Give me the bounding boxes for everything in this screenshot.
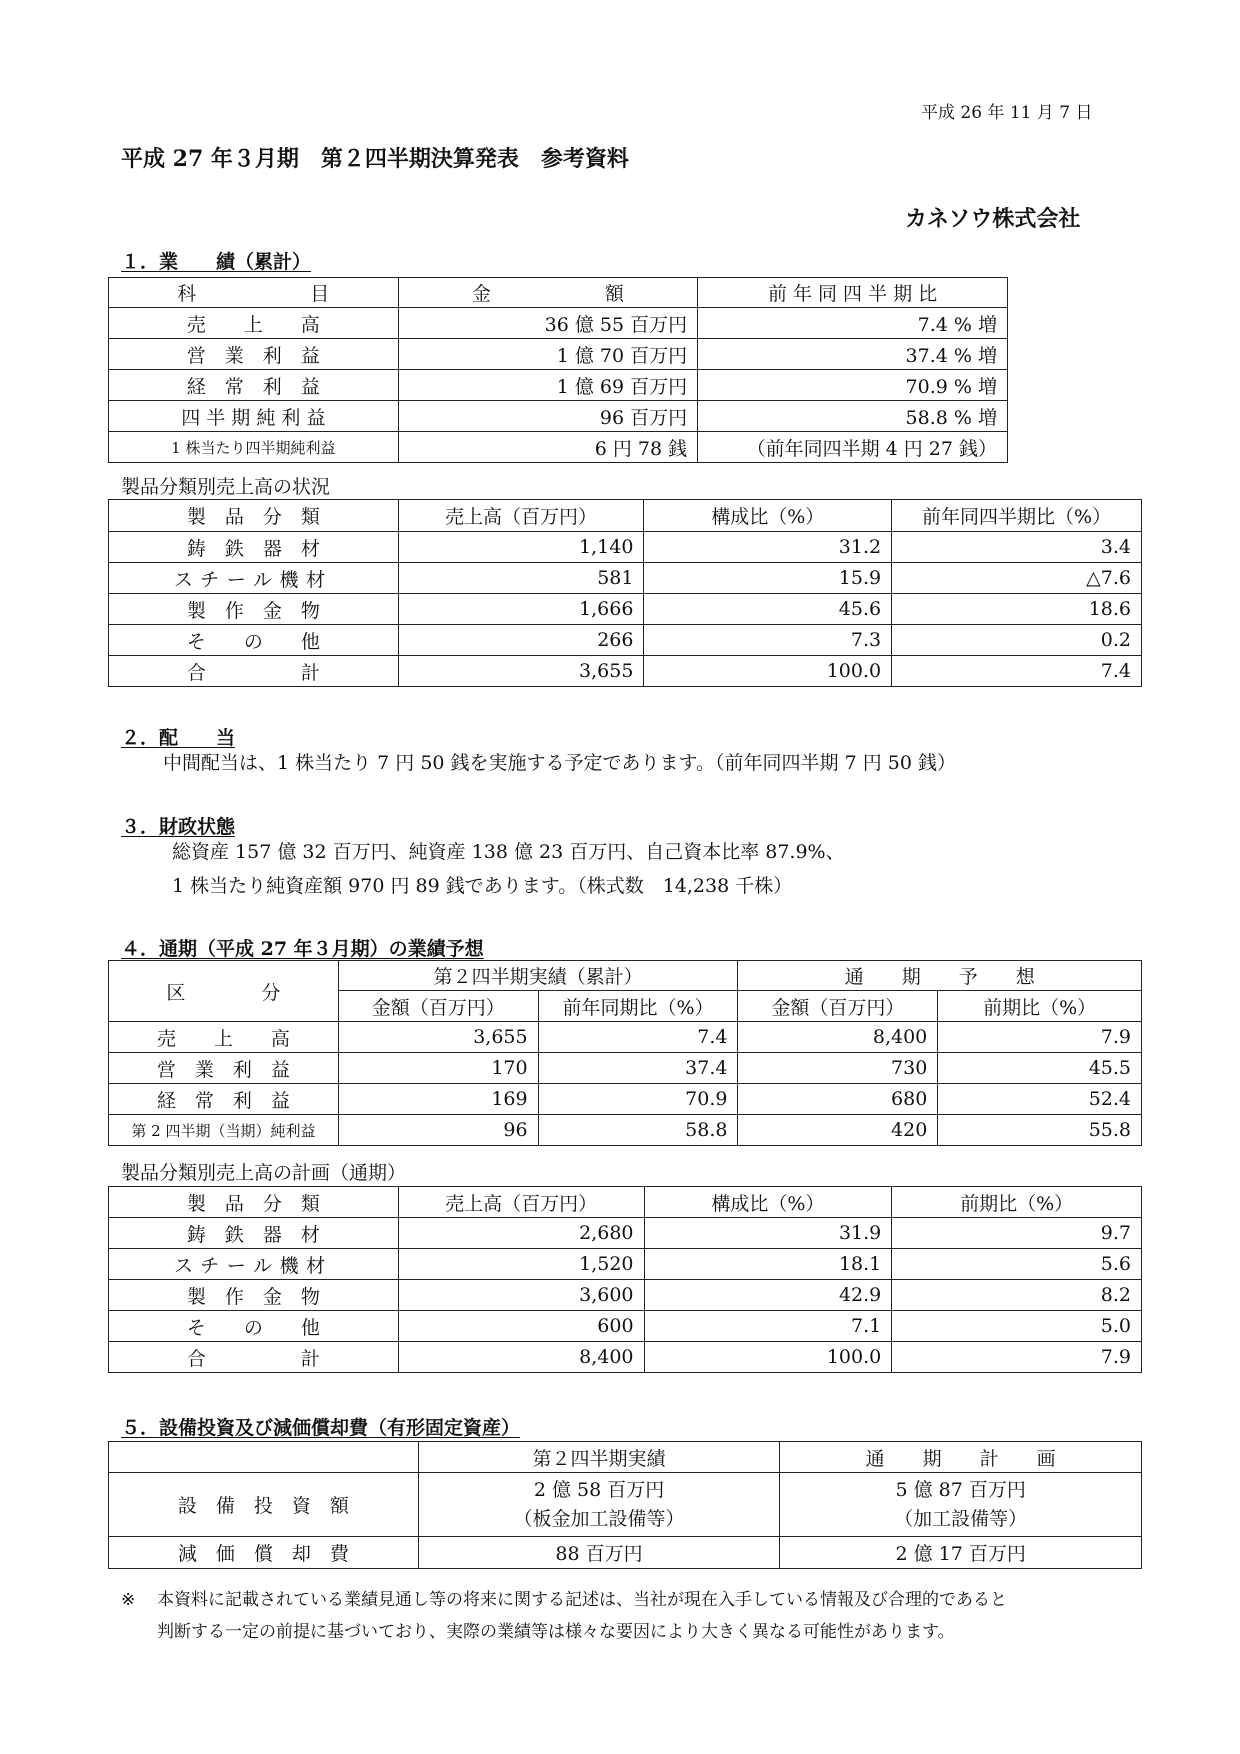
table-row — [109, 339, 1008, 370]
note-mark: ※ — [121, 1590, 136, 1610]
row-label: 減 価 償 却 費 — [109, 1537, 419, 1569]
value-cell: 52.4 — [938, 1084, 1142, 1115]
table-header-row — [109, 1442, 1142, 1473]
table-row-total — [109, 1342, 1142, 1373]
value-cell: 680 — [738, 1084, 938, 1115]
value-cell: 3,655 — [338, 1022, 538, 1053]
row-label: 鋳 鉄 器 材 — [109, 1218, 399, 1249]
financial-condition-line-1: 総資産 157 億 32 百万円、純資産 138 億 23 百万円、自己資本比率 87.9%、 — [172, 841, 845, 863]
section-5-heading: ５．設備投資及び減価償却費（有形固定資産） — [121, 1417, 521, 1439]
value-cell: 45.5 — [938, 1053, 1142, 1084]
table-row — [109, 1084, 1142, 1115]
col-header-category: 製 品 分 類 — [109, 1187, 399, 1218]
company-name: カネソウ株式会社 — [905, 206, 1081, 232]
share-cell: 31.2 — [644, 532, 892, 563]
col-header-amount: 金 額 — [398, 278, 698, 308]
row-label: 四 半 期 純 利 益 — [109, 401, 399, 432]
table-row — [109, 1022, 1142, 1053]
table-header-row — [109, 961, 1142, 991]
row-label: 設 備 投 資 額 — [109, 1473, 419, 1537]
dividend-text: 中間配当は、1 株当たり 7 円 50 銭を実施する予定であります。（前年同四半期 7 円 50 銭） — [163, 752, 956, 774]
share-cell: 7.3 — [644, 625, 892, 656]
ratio-cell: 9.7 — [892, 1218, 1142, 1249]
table-row — [109, 370, 1008, 401]
sales-cell: 1,666 — [398, 594, 644, 625]
ratio-cell: 5.6 — [892, 1249, 1142, 1280]
sales-cell: 2,680 — [398, 1218, 644, 1249]
amount-cell: 6 円 78 銭 — [398, 432, 698, 463]
row-label: そ の 他 — [109, 1311, 399, 1342]
col-group-forecast: 通 期 予 想 — [738, 961, 1142, 991]
amount-text: 2 億 58 百万円 — [533, 1478, 665, 1501]
col-group-actual: 第２四半期実績（累計） — [338, 961, 738, 991]
table-row — [109, 1311, 1142, 1342]
product-sales-subheading: 製品分類別売上高の状況 — [121, 476, 331, 498]
row-label: 経 常 利 益 — [109, 1084, 339, 1115]
sales-cell: 266 — [398, 625, 644, 656]
financial-condition-line-2: 1 株当たり純資産額 970 円 89 銭であります。（株式数 14,238 千株） — [172, 875, 793, 897]
value-cell: 7.9 — [938, 1022, 1142, 1053]
note-line-2: 判断する一定の前提に基づいており、実際の業績等は様々な要因により大きく異なる可能性があります。 — [157, 1622, 955, 1642]
row-label: スチール機材 — [109, 563, 399, 594]
table-row — [109, 625, 1142, 656]
row-label: 経 常 利 益 — [109, 370, 399, 401]
table-row — [109, 563, 1142, 594]
table-row — [109, 1473, 1142, 1537]
table-row-total — [109, 656, 1142, 687]
col-header-sales: 売上高（百万円） — [398, 500, 644, 532]
ratio-cell: 37.4 % 増 — [698, 339, 1008, 370]
col-header-amount: 金額（百万円） — [738, 991, 938, 1022]
note-text: （加工設備等） — [894, 1507, 1028, 1530]
table-row — [109, 1115, 1142, 1146]
ratio-cell: 58.8 % 増 — [698, 401, 1008, 432]
row-label: 1 株当たり四半期純利益 — [109, 432, 399, 463]
table-row — [109, 532, 1142, 563]
col-header-yoy: 前年同期比（%） — [538, 991, 738, 1022]
row-label: スチール機材 — [109, 1249, 399, 1280]
value-cell: 55.8 — [938, 1115, 1142, 1146]
share-cell: 31.9 — [644, 1218, 892, 1249]
table-header-row — [109, 1187, 1142, 1218]
row-label: 鋳 鉄 器 材 — [109, 532, 399, 563]
amount-cell: 36 億 55 百万円 — [398, 308, 698, 339]
q2-actual-cell: 88 百万円 — [418, 1537, 780, 1569]
col-header-yoy: 前年同四半期比（%） — [892, 500, 1142, 532]
row-label: 製 作 金 物 — [109, 594, 399, 625]
section-1-heading: １．業 績（累計） — [121, 251, 312, 273]
section-2-heading: ２．配 当 — [121, 727, 236, 749]
share-cell: 18.1 — [644, 1249, 892, 1280]
product-sales-table — [108, 499, 1142, 687]
product-plan-table — [108, 1186, 1142, 1373]
sales-cell: 1,140 — [398, 532, 644, 563]
sales-cell: 581 — [398, 563, 644, 594]
row-label: 合 計 — [109, 656, 399, 687]
product-plan-subheading: 製品分類別売上高の計画（通期） — [121, 1162, 407, 1184]
ratio-cell: 18.6 — [892, 594, 1142, 625]
col-header-prev: 前期比（%） — [938, 991, 1142, 1022]
amount-text: 5 億 87 百万円 — [895, 1478, 1026, 1501]
value-cell: 96 — [338, 1115, 538, 1146]
table-row — [109, 432, 1008, 463]
results-table — [108, 277, 1008, 463]
col-header-item: 科 目 — [109, 278, 399, 308]
amount-cell: 96 百万円 — [398, 401, 698, 432]
col-header-amount: 金額（百万円） — [338, 991, 538, 1022]
value-cell: 170 — [338, 1053, 538, 1084]
amount-cell: 1 億 69 百万円 — [398, 370, 698, 401]
value-cell: 58.8 — [538, 1115, 738, 1146]
row-label: 製 作 金 物 — [109, 1280, 399, 1311]
col-header-category: 製 品 分 類 — [109, 500, 399, 532]
full-year-plan-cell: 2 億 17 百万円 — [780, 1537, 1142, 1569]
table-row — [109, 1218, 1142, 1249]
sales-cell: 3,655 — [398, 656, 644, 687]
col-header-prev: 前期比（%） — [892, 1187, 1142, 1218]
section-4-heading: ４．通期（平成 27 年３月期）の業績予想 — [121, 938, 484, 960]
table-row — [109, 1537, 1142, 1569]
full-year-plan-cell — [780, 1473, 1142, 1537]
section-3-heading: ３．財政状態 — [121, 816, 236, 838]
document-title: 平成 27 年３月期 第２四半期決算発表 参考資料 — [121, 146, 629, 172]
note-line-1: 本資料に記載されている業績見通し等の将来に関する記述は、当社が現在入手している情報及び合理的であると — [157, 1590, 1007, 1610]
q2-actual-cell — [418, 1473, 780, 1537]
sales-cell: 3,600 — [398, 1280, 644, 1311]
ratio-cell: △7.6 — [892, 563, 1142, 594]
sales-cell: 8,400 — [398, 1342, 644, 1373]
row-label: 合 計 — [109, 1342, 399, 1373]
table-header-row — [109, 500, 1142, 532]
share-cell: 100.0 — [644, 656, 892, 687]
row-label: 営 業 利 益 — [109, 339, 399, 370]
ratio-cell: 70.9 % 増 — [698, 370, 1008, 401]
blank-header-cell — [109, 1442, 419, 1473]
table-row — [109, 1280, 1142, 1311]
table-row — [109, 401, 1008, 432]
capex-table — [108, 1441, 1142, 1569]
sales-cell: 1,520 — [398, 1249, 644, 1280]
share-cell: 15.9 — [644, 563, 892, 594]
disclaimer-note — [121, 1584, 1007, 1648]
col-header-yoy: 前 年 同 四 半 期 比 — [698, 278, 1008, 308]
row-label: 営 業 利 益 — [109, 1053, 339, 1084]
col-header-share: 構成比（%） — [644, 1187, 892, 1218]
note-text: （板金加工設備等） — [513, 1507, 685, 1530]
value-cell: 70.9 — [538, 1084, 738, 1115]
ratio-cell: 7.9 — [892, 1342, 1142, 1373]
col-header-full-year-plan: 通 期 計 画 — [780, 1442, 1142, 1473]
forecast-table — [108, 960, 1142, 1146]
table-header-row — [109, 278, 1008, 308]
share-cell: 45.6 — [644, 594, 892, 625]
value-cell: 420 — [738, 1115, 938, 1146]
row-label: 売 上 高 — [109, 1022, 339, 1053]
ratio-cell: 5.0 — [892, 1311, 1142, 1342]
ratio-cell: 3.4 — [892, 532, 1142, 563]
row-label: 第 2 四半期（当期）純利益 — [109, 1115, 339, 1146]
ratio-cell: 7.4 — [892, 656, 1142, 687]
col-header-category: 区 分 — [109, 961, 339, 1022]
col-header-q2-actual: 第２四半期実績 — [418, 1442, 780, 1473]
row-label: そ の 他 — [109, 625, 399, 656]
value-cell: 37.4 — [538, 1053, 738, 1084]
col-header-sales: 売上高（百万円） — [398, 1187, 644, 1218]
sales-cell: 600 — [398, 1311, 644, 1342]
value-cell: 8,400 — [738, 1022, 938, 1053]
share-cell: 7.1 — [644, 1311, 892, 1342]
value-cell: 7.4 — [538, 1022, 738, 1053]
value-cell: 730 — [738, 1053, 938, 1084]
share-cell: 42.9 — [644, 1280, 892, 1311]
document-date: 平成 26 年 11 月 7 日 — [921, 103, 1093, 123]
col-header-share: 構成比（%） — [644, 500, 892, 532]
row-label: 売 上 高 — [109, 308, 399, 339]
ratio-cell: 0.2 — [892, 625, 1142, 656]
table-row — [109, 1053, 1142, 1084]
ratio-cell: 8.2 — [892, 1280, 1142, 1311]
amount-cell: 1 億 70 百万円 — [398, 339, 698, 370]
table-row — [109, 308, 1008, 339]
ratio-cell: 7.4 % 増 — [698, 308, 1008, 339]
table-row — [109, 594, 1142, 625]
ratio-cell: （前年同四半期 4 円 27 銭） — [698, 432, 1008, 463]
value-cell: 169 — [338, 1084, 538, 1115]
share-cell: 100.0 — [644, 1342, 892, 1373]
table-row — [109, 1249, 1142, 1280]
